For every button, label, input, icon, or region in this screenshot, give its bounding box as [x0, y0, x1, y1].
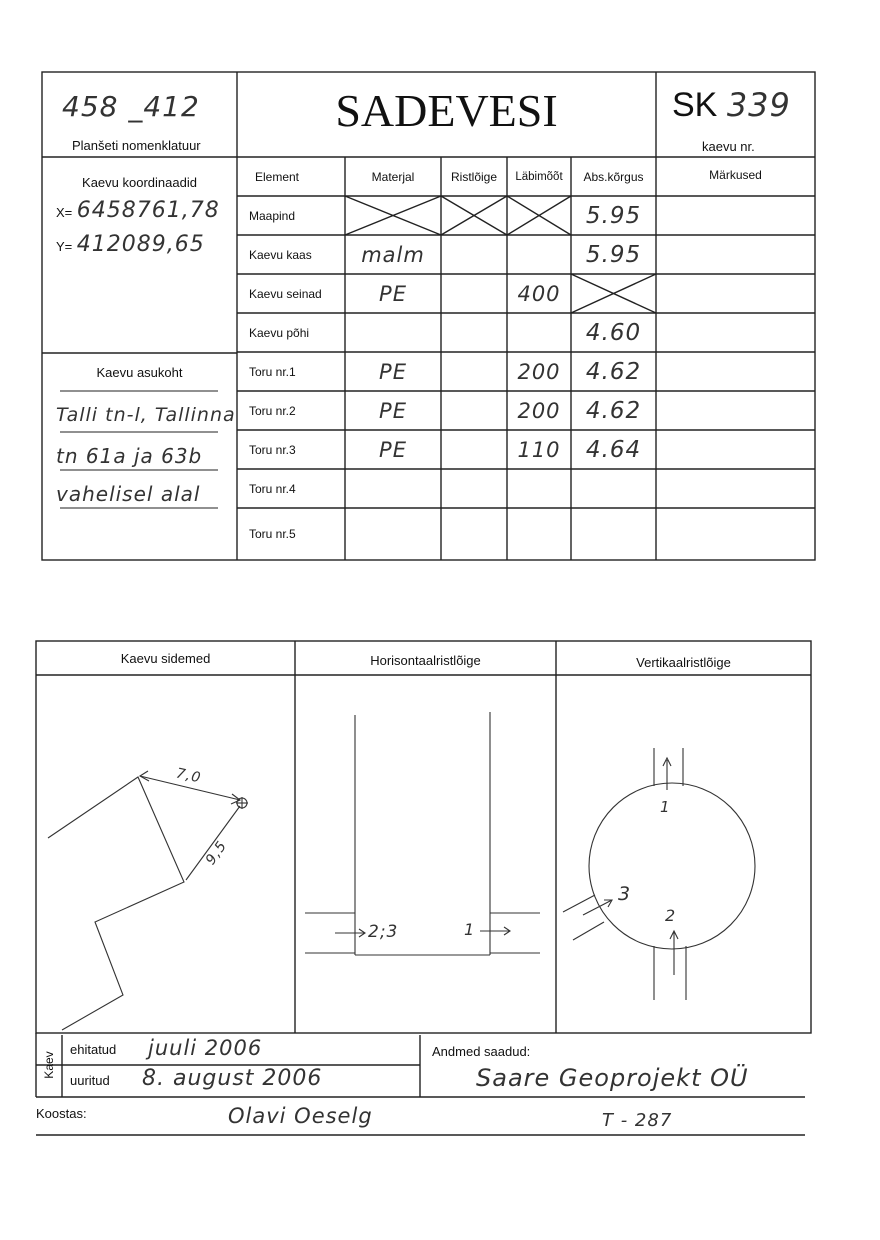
- horizontal-sketch: [305, 712, 540, 955]
- row-diameter: 200: [517, 398, 561, 423]
- row-notes: [656, 469, 815, 508]
- row-material: PE: [379, 281, 407, 306]
- sheet-label: Planšeti nomenklatuur: [72, 138, 201, 153]
- row-notes: [656, 391, 815, 430]
- surveyed-label: uuritud: [70, 1073, 110, 1088]
- sheet-number: 458 _412: [62, 90, 200, 123]
- vertical-pipe-1: 1: [660, 798, 671, 816]
- row-diameter: [507, 313, 571, 352]
- links-sketch: [48, 771, 248, 1030]
- row-notes: [656, 508, 815, 560]
- row-notes: [656, 430, 815, 469]
- source-label: Andmed saadud:: [432, 1044, 531, 1059]
- well-number-block: [672, 86, 791, 125]
- row-notes: [656, 196, 815, 235]
- row-diameter: [507, 508, 571, 560]
- row-abs-height: 4.64: [585, 436, 642, 463]
- row-element: Toru nr.1: [249, 364, 296, 379]
- source-value: Saare Geoprojekt OÜ: [476, 1064, 749, 1092]
- row-abs-height: 5.95: [585, 241, 642, 268]
- built-label: ehitatud: [70, 1042, 117, 1057]
- row-element: Kaevu kaas: [249, 247, 312, 262]
- row-notes: [656, 235, 815, 274]
- coord-y-prefix: Y=: [56, 239, 73, 254]
- col-element: Element: [254, 169, 300, 184]
- well-label: kaevu nr.: [702, 139, 755, 154]
- coord-x-prefix: X=: [56, 205, 73, 220]
- panel-horizontal-title: Horisontaalristlõige: [370, 653, 481, 668]
- row-notes: [656, 352, 815, 391]
- row-cross-section: [441, 508, 507, 560]
- row-abs-height: [571, 508, 656, 560]
- document-code: T - 287: [602, 1110, 673, 1131]
- row-cross-section: [441, 430, 507, 469]
- location-line-3: vahelisel alal: [56, 482, 201, 506]
- row-element: Maapind: [249, 208, 296, 223]
- location-line-2: tn 61a ja 63b: [56, 444, 203, 468]
- row-material: PE: [379, 359, 407, 384]
- footer-side-label: Kaev: [42, 1051, 56, 1079]
- row-abs-height: 4.62: [585, 397, 642, 424]
- row-cross-section: [441, 313, 507, 352]
- row-notes: [656, 313, 815, 352]
- location-label: Kaevu asukoht: [96, 365, 183, 380]
- row-material: [345, 313, 441, 352]
- row-abs-height: 5.95: [585, 202, 642, 229]
- row-element: Toru nr.4: [249, 481, 296, 496]
- panel-links-title: Kaevu sidemed: [120, 651, 211, 666]
- composed-label: Koostas:: [36, 1106, 87, 1121]
- location-line-1: Talli tn-l, Tallinna: [56, 404, 236, 426]
- row-notes: [656, 274, 815, 313]
- row-diameter: [507, 196, 571, 235]
- row-material: [345, 196, 441, 235]
- row-abs-height: [571, 469, 656, 508]
- col-abs-height: Abs.kõrgus: [583, 169, 644, 184]
- col-cross-section: Ristlõige: [450, 169, 498, 184]
- col-diameter: Läbimõõt: [515, 170, 563, 183]
- row-abs-height: 4.62: [585, 358, 642, 385]
- row-diameter: [507, 469, 571, 508]
- row-diameter: [507, 235, 571, 274]
- row-diameter: 400: [517, 281, 561, 306]
- link-distance-2: 9,5: [202, 838, 231, 868]
- row-cross-section: [441, 469, 507, 508]
- well-prefix: SK: [672, 86, 718, 124]
- row-abs-height: 4.60: [585, 319, 642, 346]
- row-cross-section: [441, 352, 507, 391]
- row-element: Kaevu seinad: [249, 286, 322, 301]
- row-diameter: 110: [517, 437, 561, 462]
- built-value: juuli 2006: [148, 1036, 263, 1060]
- horizontal-pipe-right: 1: [464, 920, 476, 939]
- coord-x-value: 6458761,78: [76, 198, 220, 223]
- coord-y-value: 412089,65: [76, 232, 205, 257]
- row-cross-section: [441, 274, 507, 313]
- composer-value: Olavi Oeselg: [228, 1104, 373, 1128]
- well-number: 339: [726, 86, 791, 124]
- vertical-pipe-2: 2: [665, 906, 677, 925]
- row-material: [345, 469, 441, 508]
- coordinates-label: Kaevu koordinaadid: [82, 175, 197, 190]
- coord-x: [56, 198, 220, 223]
- row-diameter: 200: [517, 359, 561, 384]
- panel-vertical-title: Vertikaalristlõige: [636, 655, 731, 670]
- row-material: PE: [379, 437, 407, 462]
- row-element: Toru nr.5: [249, 527, 296, 541]
- row-cross-section: [441, 235, 507, 274]
- coord-y: [56, 232, 205, 257]
- vertical-sketch: [563, 748, 755, 1000]
- surveyed-value: 8. august 2006: [142, 1066, 323, 1091]
- horizontal-pipes-left: 2;3: [368, 922, 399, 942]
- row-element: Toru nr.3: [249, 442, 296, 457]
- row-material: malm: [361, 242, 425, 267]
- row-cross-section: [441, 196, 507, 235]
- link-distance-1: 7,0: [174, 765, 203, 787]
- row-material: PE: [379, 398, 407, 423]
- col-material: Materjal: [371, 169, 415, 184]
- row-cross-section: [441, 391, 507, 430]
- page-title: SADEVESI: [335, 85, 558, 136]
- row-element: Kaevu põhi: [249, 325, 310, 340]
- row-element: Toru nr.2: [249, 403, 296, 418]
- col-notes: Märkused: [709, 168, 762, 182]
- row-material: [345, 508, 441, 560]
- vertical-pipe-3: 3: [618, 883, 632, 905]
- row-abs-height: [571, 274, 656, 313]
